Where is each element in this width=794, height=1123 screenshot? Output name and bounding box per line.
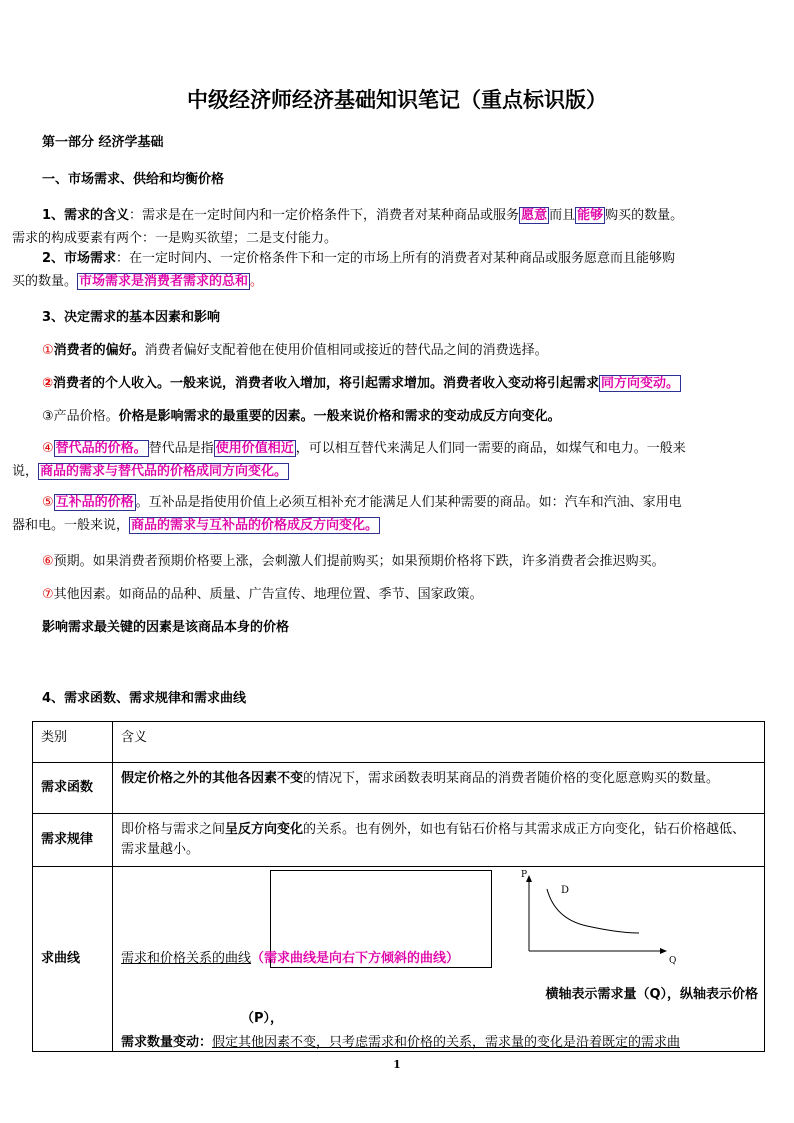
text: 预期。如果消费者预期价格要上涨，会刺激人们提前购买；如果预期价格将下跌，许多消费者会推迟购买。 xyxy=(53,554,665,569)
d-label: D xyxy=(561,885,570,896)
number-marker: ③ xyxy=(42,409,54,424)
factor-complement xyxy=(12,491,682,537)
part-heading: 第一部分 经济学基础 xyxy=(42,135,164,150)
text: 价格是影响需求的最重要的因素。一般来说价格和需求的变动成反方向变化。 xyxy=(118,409,561,424)
text: 假定价格之外的其他各因素不变 xyxy=(121,771,304,786)
table-header-cell: 类别 xyxy=(33,722,113,763)
text: ，可以相互替代来满足人们同一需要的商品，如煤气和电力。一般来 xyxy=(295,441,686,456)
page-number: 1 xyxy=(393,1058,401,1071)
axis-description-2: （P）， xyxy=(241,1011,284,1026)
text: 需求的构成要素有两个：一是购买欲望；二是支付能力。 xyxy=(12,231,338,246)
row-content xyxy=(113,763,765,814)
section-heading-1: 一、市场需求、供给和均衡价格 xyxy=(42,172,225,187)
text: 器和电。一般来说， xyxy=(12,518,130,533)
number-marker: ① xyxy=(42,343,54,358)
section-heading-4: 4、需求函数、需求规律和需求曲线 xyxy=(42,691,247,706)
row-content-curve xyxy=(113,867,765,1052)
number-marker: ④ xyxy=(42,441,54,456)
text: ：需求是在一定时间内和一定价格条件下，消费者对某种商品或服务 xyxy=(129,208,520,223)
keyword-curve-slope: （需求曲线是向右下方倾斜的曲线） xyxy=(251,951,460,966)
text: 消费者的个人收入。一般来说，消费者收入增加，将引起需求增加。消费者收入变动将引起需求 xyxy=(53,376,600,391)
axis-description: 横轴表示需求量（Q），纵轴表示价格 xyxy=(545,987,758,1002)
text: 消费者偏好支配着他在使用价值相同或接近的替代品之间的消费选择。 xyxy=(144,343,548,358)
factor-other xyxy=(42,583,483,602)
text: 说， xyxy=(12,464,39,479)
text: 产品价格。 xyxy=(53,409,119,424)
factor-head: 消费者的偏好。 xyxy=(53,343,145,358)
paragraph-head: 2、市场需求 xyxy=(42,251,117,266)
keyword-same-direction: 同方向变动。 xyxy=(601,376,680,391)
q-label: Q xyxy=(669,956,677,966)
text: 而且 xyxy=(549,208,576,223)
keyword-able: 能够 xyxy=(577,208,604,223)
page-title: 中级经济师经济基础知识笔记（重点标识版） xyxy=(187,87,607,112)
row-head-demand-function: 需求函数 xyxy=(33,763,113,814)
table-row xyxy=(33,763,765,814)
number-marker: ⑦ xyxy=(42,587,54,602)
table-row xyxy=(33,814,765,867)
table-header-cell: 含义 xyxy=(113,722,765,763)
p-label: P xyxy=(521,870,528,880)
demand-table xyxy=(32,721,765,1052)
text: ：在一定时间内、一定价格条件下和一定的市场上所有的消费者对某种商品或服务愿意而且能够购 xyxy=(116,251,676,266)
number-marker: ⑥ xyxy=(42,554,54,569)
text: 替代品是指 xyxy=(148,441,214,456)
keyword-complement-rule: 商品的需求与互补品的价格成反方向变化。 xyxy=(131,518,379,533)
text: 的情况下，需求函数表明某商品的消费者随价格的变化愿意购买的数量。 xyxy=(303,771,720,786)
text: 即价格与需求之间 xyxy=(121,822,226,837)
number-marker: ⑤ xyxy=(42,495,54,510)
keyword-substitute-rule: 商品的需求与替代品的价格成同方向变化。 xyxy=(40,464,288,479)
keyword-willing: 愿意 xyxy=(521,208,548,223)
key-note: 影响需求最关键的因素是该商品本身的价格 xyxy=(42,620,290,635)
factor-expectation xyxy=(42,550,665,569)
row-content xyxy=(113,814,765,867)
text: 需求数量变动： xyxy=(121,1035,213,1050)
text: 的关系。也有例外，如也有钻石价格与其需求成正方向变化，钻石价格越低、需求量越小。 xyxy=(121,822,746,857)
row-head-demand-curve: 求曲线 xyxy=(33,867,113,1052)
keyword-market-demand: 市场需求是消费者需求的总和 xyxy=(79,274,249,289)
text: 假定其他因素不变，只考虑需求和价格的关系，需求量的变化是沿着既定的需求曲 xyxy=(212,1035,681,1050)
curve-description xyxy=(121,949,459,969)
text: 。互补品是指使用价值上必须互相补充才能满足人们某种需要的商品。如：汽车和汽油、家用电 xyxy=(135,495,682,510)
paragraph-head: 1、需求的含义 xyxy=(42,208,130,223)
text: 其他因素。如商品的品种、质量、广告宣传、地理位置、季节、国家政策。 xyxy=(53,587,483,602)
text: 购买的数量。 xyxy=(605,208,684,223)
keyword-complement-price: 互补品的价格 xyxy=(55,495,134,510)
text: 。 xyxy=(250,274,264,289)
text: 买的数量。 xyxy=(12,274,78,289)
factor-substitute xyxy=(12,437,686,483)
table-row xyxy=(33,867,765,1052)
q-axis-arrow xyxy=(660,948,667,954)
row-head-demand-law: 需求规律 xyxy=(33,814,113,867)
text: 需求和价格关系的曲线 xyxy=(121,951,252,966)
quantity-change-line xyxy=(121,1033,680,1053)
number-marker: ② xyxy=(42,376,54,391)
keyword-similar-value: 使用价值相近 xyxy=(215,441,294,456)
factor-income xyxy=(42,372,681,391)
paragraph-demand-definition xyxy=(12,204,683,250)
paragraph-market-demand xyxy=(12,247,675,293)
section-heading-3: 3、决定需求的基本因素和影响 xyxy=(42,310,221,325)
text: 呈反方向变化 xyxy=(225,822,304,837)
demand-curve-diagram xyxy=(503,870,677,966)
table-header-row xyxy=(33,722,765,763)
factor-preference xyxy=(42,339,548,358)
factor-price xyxy=(42,405,561,424)
keyword-substitute-price: 替代品的价格。 xyxy=(55,441,147,456)
